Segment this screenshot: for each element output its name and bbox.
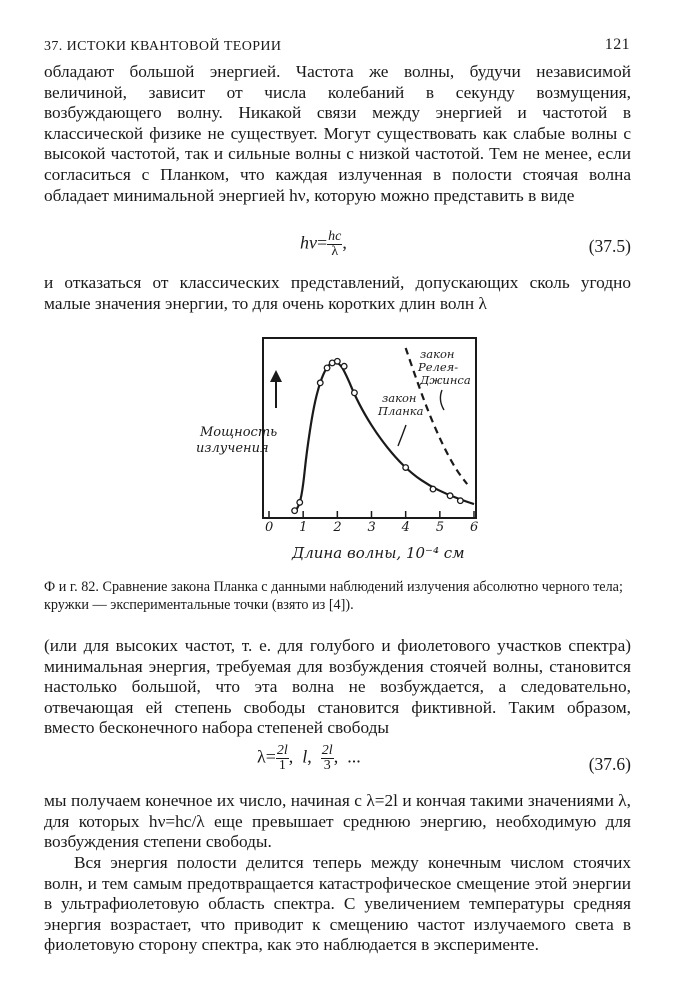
paragraph-2: и отказаться от классических представлений, допускающих сколь угодно малые значения энергии, то для очень коротких длин волн λ <box>44 273 631 313</box>
eq2-fraction-2 <box>321 744 334 773</box>
experimental-point <box>297 500 303 506</box>
experimental-point <box>335 358 341 364</box>
annotation-planck-line2: Планка <box>378 404 424 418</box>
experimental-point <box>341 363 347 369</box>
x-tick-label-0: 0 <box>265 520 274 535</box>
eq1-numerator: hc <box>328 229 342 244</box>
annotation-rj-line3: Джинса <box>420 373 471 387</box>
figure-caption-text: Сравнение закона Планка с данными наблюдений излучения абсолютно черного тела; кружки — экспериментальные точки (взято из [4]). <box>44 579 623 613</box>
eq2-ellipsis: ... <box>347 746 361 767</box>
experimental-point <box>447 493 453 499</box>
annotation-pointer-planck <box>398 425 406 446</box>
eq2-f2-den: 3 <box>323 758 331 773</box>
annotation-rj-line1: закон <box>420 347 455 361</box>
x-tick-label-2: 2 <box>333 520 342 535</box>
equation-37-6 <box>44 740 631 786</box>
experimental-point <box>317 380 323 386</box>
eq2-fraction-1 <box>276 744 289 773</box>
eq2-sep3: , <box>333 746 339 767</box>
experimental-point <box>430 486 436 492</box>
eq2-f1-num: 2l <box>276 743 288 758</box>
x-tick-label-4: 4 <box>401 520 410 535</box>
y-axis-label-line1: Мощность <box>200 425 278 440</box>
eq1-denominator: λ <box>331 244 339 259</box>
y-arrow-head <box>270 370 282 382</box>
x-axis-ticks <box>265 511 478 535</box>
eq2-sep2: , <box>307 746 312 767</box>
eq2-f1-den: 1 <box>278 758 286 773</box>
eq1-equals: = <box>317 232 328 253</box>
y-axis-label-line2: излучения <box>196 441 269 456</box>
y-axis-label <box>196 425 281 456</box>
eq1-fraction <box>327 230 342 259</box>
page-number: 121 <box>604 36 630 53</box>
paragraph-5: Вся энергия полости делится теперь между конечным числом стоячих волн, и тем самым предотвращается катастрофическое смещение этой энергии в ультрафиолетовую область спектра. С увеличением температуры средняя энергия возрастает, что приводит к смещению частот излучаемого света в фиолетовую сторону спектра, как это наблюдается в эксперименте. <box>44 853 631 955</box>
eq2-equals: = <box>265 746 276 767</box>
paragraph-3: (или для высоких частот, т. е. для голубого и фиолетового участков спектра) минимальная энергия, требуемая для возбуждения стоячей волны, становится настолько большой, что эта волна не возбуждается, а следовательно, отвечающая ей степень свободы становится фиктивной. Таким образом, вместо бесконечного набора степеней свободы <box>44 636 631 738</box>
eq2-lhs: λ <box>257 746 266 767</box>
equation-37-5 <box>44 226 631 266</box>
paragraph-4: мы получаем конечное их число, начиная с λ=2l и кончая такими значениями λ, для которых hν=hc/λ еще превышает среднюю энергию, необходимую для возбуждения степени свободы. <box>44 791 631 852</box>
experimental-point <box>458 498 464 504</box>
annotation-rayleigh-jeans <box>417 347 471 387</box>
paragraph-1: обладают большой энергией. Частота же волны, будучи независимой величиной, зависит от числа колебаний в секунду возмущения, возбуждающего волну. Никакой связи между энергией и частотой в классической физике не существует. Могут существовать как слабые волны с высокой частотой, так и сильные волны с низкой частотой. Тем не менее, если согласиться с Планком, что каждая излученная в полости стоячая волна обладает минимальной энергией hν, которую можно представить в виде <box>44 62 631 205</box>
experimental-point <box>352 390 358 396</box>
experimental-point <box>292 508 298 514</box>
figure-caption-label: Ф и г. 82. <box>44 579 99 595</box>
annotation-planck <box>377 391 424 418</box>
eq2-number: (37.6) <box>588 754 631 774</box>
figure-caption <box>44 579 631 614</box>
annotation-planck-line1: закон <box>382 391 417 405</box>
eq1-lhs: hν <box>300 232 317 253</box>
experimental-point <box>324 365 330 371</box>
eq2-f2-num: 2l <box>321 743 333 758</box>
eq2-sep1: , <box>288 746 294 767</box>
annotation-pointer-rj <box>440 390 444 410</box>
experimental-point <box>403 465 409 471</box>
planck-chart <box>180 330 500 575</box>
x-tick-label-5: 5 <box>435 520 445 535</box>
eq1-tail: , <box>342 232 347 253</box>
eq1-number: (37.5) <box>588 236 631 256</box>
eq2-term: l <box>302 746 308 767</box>
chapter-title: 37. ИСТОКИ КВАНТОВОЙ ТЕОРИИ <box>44 39 282 54</box>
annotation-rj-line2: Релея- <box>418 360 459 374</box>
x-tick-label-3: 3 <box>367 520 376 535</box>
x-tick-label-1: 1 <box>299 520 308 535</box>
running-header <box>44 36 630 58</box>
x-axis-label: Длина волны, 10⁻⁴ см <box>292 544 465 562</box>
x-tick-label-6: 6 <box>470 520 479 535</box>
